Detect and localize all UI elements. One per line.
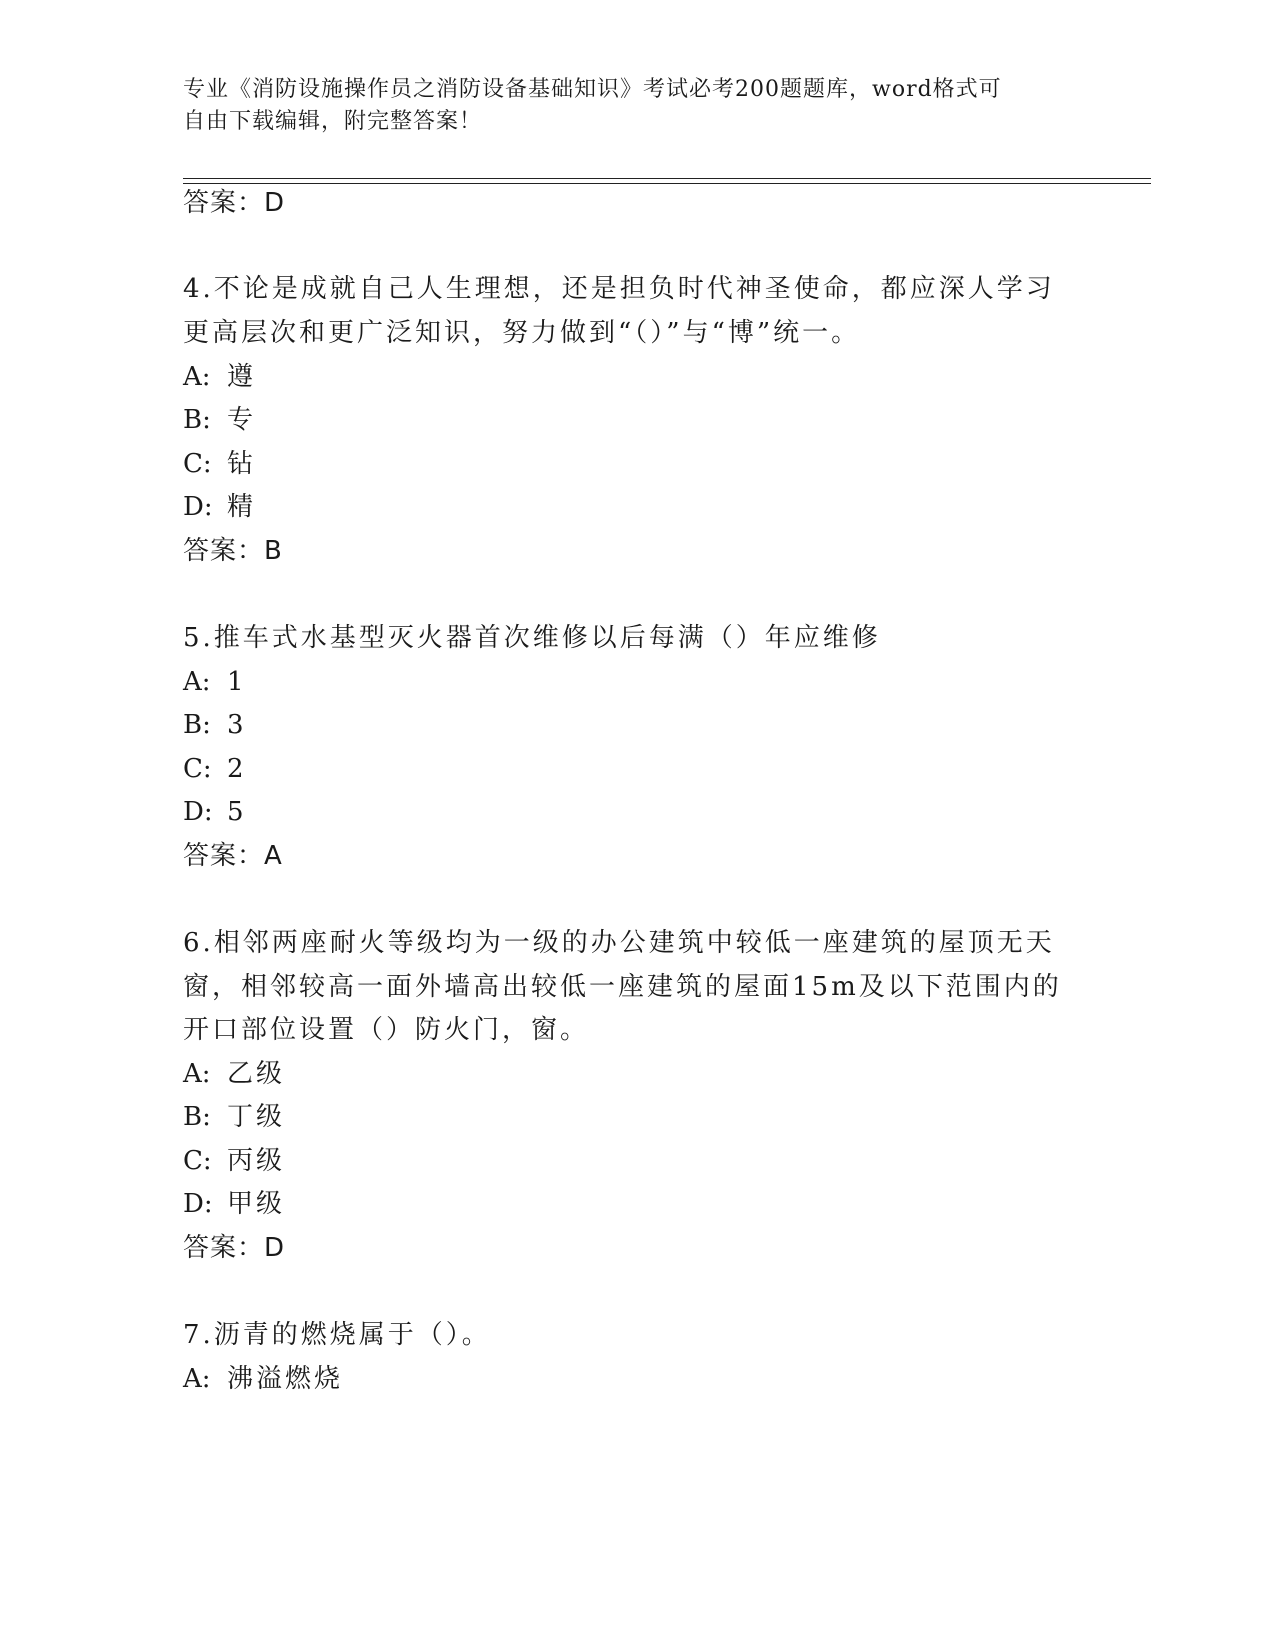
option-label: C: [183,754,212,784]
option-text: 丁级 [227,1102,286,1132]
answer-line-q4 [183,534,283,568]
option-q5-d [183,795,247,829]
option-text: 精 [227,492,257,522]
answer-value: B [264,536,283,566]
option-q4-a [183,360,256,394]
option-label: B: [183,710,211,740]
question-stem-q6-line1: 6.相邻两座耐火等级均为一级的办公建筑中较低一座建筑的屋顶无天 [183,928,1055,958]
option-q4-d [183,490,256,524]
option-text: 钻 [227,449,257,479]
answer-value: A [264,841,283,871]
header-line-2: 自由下载编辑，附完整答案！ [183,109,483,134]
option-text: 遵 [227,362,257,392]
option-q5-c [183,752,247,786]
option-q6-c [183,1144,285,1178]
question-stem-q4-line1: 4.不论是成就自己人生理想，还是担负时代神圣使命，都应深人学习 [183,274,1055,304]
option-q4-b [183,403,256,437]
option-text: 甲级 [227,1189,286,1219]
answer-line-q5 [183,839,283,873]
question-stem-q7-line1: 7.沥青的燃烧属于（）。 [183,1320,491,1350]
option-q6-b [183,1100,285,1134]
option-text: 专 [227,405,257,435]
question-stem-q4-line2: 更高层次和更广泛知识，努力做到“（）”与“博”统一。 [183,318,861,348]
option-q5-a [183,665,247,699]
answer-value: D [264,1233,286,1263]
question-stem-q6-line3: 开口部位设置（）防火门，窗。 [183,1015,590,1045]
option-q6-d [183,1187,285,1221]
option-label: C: [183,449,212,479]
answer-prefix: 答案： [183,1233,265,1263]
header-rule-bottom [183,183,1151,184]
option-label: A: [183,362,211,392]
option-text: 沸溢燃烧 [227,1364,344,1394]
option-text: 2 [227,754,247,784]
option-label: D: [183,1189,213,1219]
option-text: 乙级 [227,1059,286,1089]
answer-prefix: 答案： [183,188,265,218]
question-stem-q6-line2: 窗，相邻较高一面外墙高出较低一座建筑的屋面15m及以下范围内的 [183,972,1062,1002]
option-text: 3 [227,710,247,740]
option-label: B: [183,1102,211,1132]
option-label: A: [183,1059,211,1089]
option-text: 1 [227,667,247,697]
answer-line-q6 [183,1231,285,1265]
answer-value: D [264,188,286,218]
option-q7-a [183,1362,343,1396]
option-label: C: [183,1146,212,1176]
answer-prefix: 答案： [183,536,265,566]
page-header [183,74,1063,138]
option-label: D: [183,797,213,827]
question-stem-q5-line1: 5.推车式水基型灭火器首次维修以后每满（）年应维修 [183,623,881,653]
option-text: 5 [227,797,247,827]
option-label: A: [183,667,211,697]
option-label: A: [183,1364,211,1394]
option-q4-c [183,447,256,481]
header-rule-top [183,178,1151,179]
option-label: B: [183,405,211,435]
option-label: D: [183,492,213,522]
header-line-1: 专业《消防设施操作员之消防设备基础知识》考试必考200题题库，word格式可 [183,77,1002,102]
option-text: 丙级 [227,1146,286,1176]
answer-prefix: 答案： [183,841,265,871]
answer-line-q3 [183,186,285,220]
option-q5-b [183,708,247,742]
option-q6-a [183,1057,285,1091]
